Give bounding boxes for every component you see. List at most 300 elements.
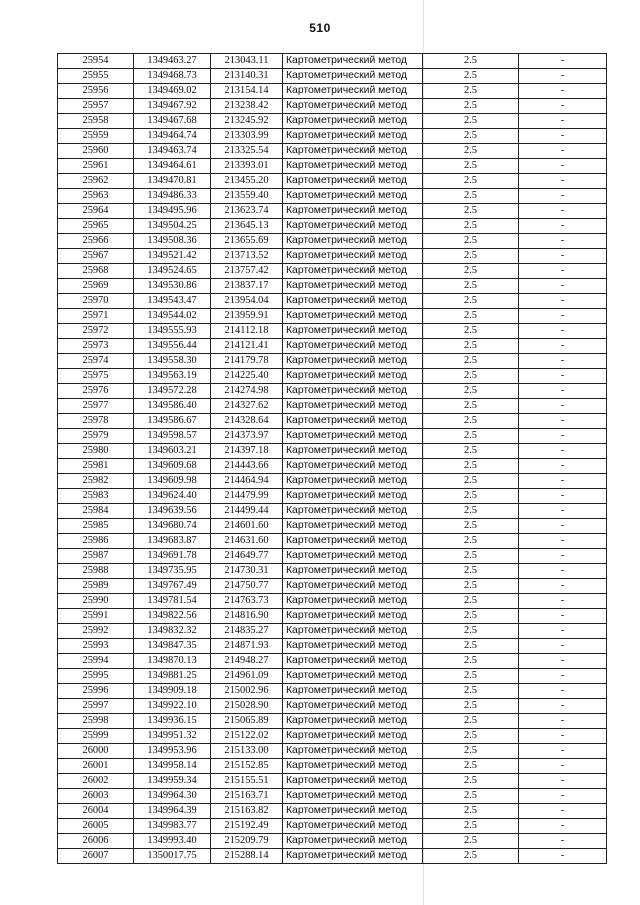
accuracy-cell: 2.5 [423,459,519,474]
method-cell: Картометрический метод [283,84,423,99]
method-cell: Картометрический метод [283,684,423,699]
table-row [58,69,607,84]
accuracy-cell: 2.5 [423,669,519,684]
note-cell: - [519,84,607,99]
y-coordinate-cell: 215288.14 [211,849,283,864]
method-cell: Картометрический метод [283,834,423,849]
method-cell: Картометрический метод [283,639,423,654]
accuracy-cell: 2.5 [423,294,519,309]
note-cell: - [519,819,607,834]
accuracy-cell: 2.5 [423,609,519,624]
x-coordinate-cell: 1349586.67 [134,414,211,429]
accuracy-cell: 2.5 [423,534,519,549]
y-coordinate-cell: 214112.18 [211,324,283,339]
x-coordinate-cell: 1349609.68 [134,459,211,474]
note-cell: - [519,594,607,609]
point-number-cell: 25991 [58,609,134,624]
y-coordinate-cell: 213393.01 [211,159,283,174]
accuracy-cell: 2.5 [423,234,519,249]
point-number-cell: 25967 [58,249,134,264]
note-cell: - [519,129,607,144]
point-number-cell: 25977 [58,399,134,414]
point-number-cell: 25955 [58,69,134,84]
method-cell: Картометрический метод [283,504,423,519]
x-coordinate-cell: 1349468.73 [134,69,211,84]
x-coordinate-cell: 1349881.25 [134,669,211,684]
x-coordinate-cell: 1349603.21 [134,444,211,459]
point-number-cell: 25972 [58,324,134,339]
page-number: 510 [309,21,331,35]
method-cell: Картометрический метод [283,474,423,489]
y-coordinate-cell: 214763.73 [211,594,283,609]
y-coordinate-cell: 214601.60 [211,519,283,534]
method-cell: Картометрический метод [283,159,423,174]
point-number-cell: 25982 [58,474,134,489]
method-cell: Картометрический метод [283,669,423,684]
table-row [58,654,607,669]
point-number-cell: 25971 [58,309,134,324]
x-coordinate-cell: 1349464.74 [134,129,211,144]
table-row [58,669,607,684]
method-cell: Картометрический метод [283,234,423,249]
method-cell: Картометрический метод [283,549,423,564]
y-coordinate-cell: 213959.91 [211,309,283,324]
note-cell: - [519,219,607,234]
method-cell: Картометрический метод [283,624,423,639]
note-cell: - [519,609,607,624]
y-coordinate-cell: 215163.82 [211,804,283,819]
note-cell: - [519,789,607,804]
note-cell: - [519,489,607,504]
x-coordinate-cell: 1349464.61 [134,159,211,174]
accuracy-cell: 2.5 [423,519,519,534]
x-coordinate-cell: 1349495.96 [134,204,211,219]
accuracy-cell: 2.5 [423,444,519,459]
table-row [58,549,607,564]
method-cell: Картометрический метод [283,729,423,744]
table-row [58,219,607,234]
method-cell: Картометрический метод [283,399,423,414]
method-cell: Картометрический метод [283,369,423,384]
table-row [58,234,607,249]
accuracy-cell: 2.5 [423,354,519,369]
table-row [58,744,607,759]
y-coordinate-cell: 214121.41 [211,339,283,354]
table-row [58,54,607,69]
method-cell: Картометрический метод [283,849,423,864]
point-number-cell: 26002 [58,774,134,789]
point-number-cell: 25966 [58,234,134,249]
y-coordinate-cell: 213154.14 [211,84,283,99]
point-number-cell: 25965 [58,219,134,234]
y-coordinate-cell: 214499.44 [211,504,283,519]
note-cell: - [519,414,607,429]
method-cell: Картометрический метод [283,294,423,309]
y-coordinate-cell: 214835.27 [211,624,283,639]
method-cell: Картометрический метод [283,819,423,834]
y-coordinate-cell: 213245.92 [211,114,283,129]
table-row [58,189,607,204]
point-number-cell: 25987 [58,549,134,564]
point-number-cell: 25997 [58,699,134,714]
accuracy-cell: 2.5 [423,324,519,339]
accuracy-cell: 2.5 [423,804,519,819]
note-cell: - [519,849,607,864]
accuracy-cell: 2.5 [423,654,519,669]
note-cell: - [519,444,607,459]
note-cell: - [519,579,607,594]
table-row [58,129,607,144]
accuracy-cell: 2.5 [423,729,519,744]
method-cell: Картометрический метод [283,564,423,579]
y-coordinate-cell: 214464.94 [211,474,283,489]
table-row [58,714,607,729]
table-row [58,264,607,279]
method-cell: Картометрический метод [283,219,423,234]
x-coordinate-cell: 1349544.02 [134,309,211,324]
y-coordinate-cell: 215163.71 [211,789,283,804]
table-row [58,309,607,324]
table-row [58,354,607,369]
accuracy-cell: 2.5 [423,69,519,84]
accuracy-cell: 2.5 [423,279,519,294]
method-cell: Картометрический метод [283,519,423,534]
x-coordinate-cell: 1349983.77 [134,819,211,834]
x-coordinate-cell: 1349555.93 [134,324,211,339]
point-number-cell: 25959 [58,129,134,144]
accuracy-cell: 2.5 [423,639,519,654]
method-cell: Картометрический метод [283,459,423,474]
y-coordinate-cell: 213303.99 [211,129,283,144]
x-coordinate-cell: 1349572.28 [134,384,211,399]
table-row [58,834,607,849]
method-cell: Картометрический метод [283,144,423,159]
note-cell: - [519,639,607,654]
y-coordinate-cell: 214274.98 [211,384,283,399]
y-coordinate-cell: 215002.96 [211,684,283,699]
note-cell: - [519,744,607,759]
y-coordinate-cell: 214397.18 [211,444,283,459]
note-cell: - [519,249,607,264]
note-cell: - [519,834,607,849]
table-row [58,249,607,264]
point-number-cell: 25999 [58,729,134,744]
point-number-cell: 26005 [58,819,134,834]
x-coordinate-cell: 1349586.40 [134,399,211,414]
point-number-cell: 25974 [58,354,134,369]
table-row [58,504,607,519]
accuracy-cell: 2.5 [423,219,519,234]
point-number-cell: 26003 [58,789,134,804]
accuracy-cell: 2.5 [423,759,519,774]
note-cell: - [519,459,607,474]
point-number-cell: 25964 [58,204,134,219]
y-coordinate-cell: 214328.64 [211,414,283,429]
x-coordinate-cell: 1350017.75 [134,849,211,864]
method-cell: Картометрический метод [283,714,423,729]
note-cell: - [519,699,607,714]
point-number-cell: 25960 [58,144,134,159]
method-cell: Картометрический метод [283,609,423,624]
point-number-cell: 25988 [58,564,134,579]
note-cell: - [519,534,607,549]
y-coordinate-cell: 215028.90 [211,699,283,714]
y-coordinate-cell: 214750.77 [211,579,283,594]
method-cell: Картометрический метод [283,534,423,549]
point-number-cell: 25958 [58,114,134,129]
y-coordinate-cell: 214730.31 [211,564,283,579]
accuracy-cell: 2.5 [423,174,519,189]
table-row [58,684,607,699]
note-cell: - [519,804,607,819]
note-cell: - [519,759,607,774]
x-coordinate-cell: 1349609.98 [134,474,211,489]
accuracy-cell: 2.5 [423,384,519,399]
method-cell: Картометрический метод [283,414,423,429]
accuracy-cell: 2.5 [423,819,519,834]
x-coordinate-cell: 1349993.40 [134,834,211,849]
x-coordinate-cell: 1349958.14 [134,759,211,774]
accuracy-cell: 2.5 [423,249,519,264]
point-number-cell: 25969 [58,279,134,294]
accuracy-cell: 2.5 [423,714,519,729]
accuracy-cell: 2.5 [423,129,519,144]
method-cell: Картометрический метод [283,189,423,204]
accuracy-cell: 2.5 [423,414,519,429]
accuracy-cell: 2.5 [423,594,519,609]
point-number-cell: 26001 [58,759,134,774]
note-cell: - [519,624,607,639]
table-row [58,534,607,549]
note-cell: - [519,309,607,324]
method-cell: Картометрический метод [283,384,423,399]
note-cell: - [519,114,607,129]
table-row [58,564,607,579]
method-cell: Картометрический метод [283,804,423,819]
accuracy-cell: 2.5 [423,564,519,579]
x-coordinate-cell: 1349504.25 [134,219,211,234]
table-row [58,759,607,774]
x-coordinate-cell: 1349959.34 [134,774,211,789]
note-cell: - [519,774,607,789]
x-coordinate-cell: 1349543.47 [134,294,211,309]
method-cell: Картометрический метод [283,309,423,324]
coordinates-table [57,53,607,864]
note-cell: - [519,714,607,729]
point-number-cell: 25956 [58,84,134,99]
y-coordinate-cell: 215192.49 [211,819,283,834]
table-body [58,54,607,864]
note-cell: - [519,159,607,174]
x-coordinate-cell: 1349832.32 [134,624,211,639]
accuracy-cell: 2.5 [423,159,519,174]
point-number-cell: 25983 [58,489,134,504]
x-coordinate-cell: 1349781.54 [134,594,211,609]
y-coordinate-cell: 214816.90 [211,609,283,624]
point-number-cell: 25985 [58,519,134,534]
y-coordinate-cell: 213623.74 [211,204,283,219]
table-row [58,699,607,714]
y-coordinate-cell: 214443.66 [211,459,283,474]
point-number-cell: 25968 [58,264,134,279]
accuracy-cell: 2.5 [423,474,519,489]
table-row [58,429,607,444]
y-coordinate-cell: 214373.97 [211,429,283,444]
accuracy-cell: 2.5 [423,624,519,639]
x-coordinate-cell: 1349463.74 [134,144,211,159]
x-coordinate-cell: 1349964.39 [134,804,211,819]
accuracy-cell: 2.5 [423,339,519,354]
accuracy-cell: 2.5 [423,489,519,504]
accuracy-cell: 2.5 [423,114,519,129]
y-coordinate-cell: 213954.04 [211,294,283,309]
y-coordinate-cell: 214948.27 [211,654,283,669]
point-number-cell: 25978 [58,414,134,429]
note-cell: - [519,564,607,579]
table-row [58,84,607,99]
note-cell: - [519,279,607,294]
point-number-cell: 26004 [58,804,134,819]
y-coordinate-cell: 213455.20 [211,174,283,189]
point-number-cell: 25981 [58,459,134,474]
x-coordinate-cell: 1349691.78 [134,549,211,564]
y-coordinate-cell: 213140.31 [211,69,283,84]
table-row [58,609,607,624]
table-row [58,369,607,384]
y-coordinate-cell: 214649.77 [211,549,283,564]
y-coordinate-cell: 213655.69 [211,234,283,249]
accuracy-cell: 2.5 [423,504,519,519]
table-row [58,474,607,489]
y-coordinate-cell: 215065.89 [211,714,283,729]
table-row [58,279,607,294]
point-number-cell: 26006 [58,834,134,849]
note-cell: - [519,384,607,399]
note-cell: - [519,399,607,414]
method-cell: Картометрический метод [283,354,423,369]
point-number-cell: 25992 [58,624,134,639]
x-coordinate-cell: 1349530.86 [134,279,211,294]
note-cell: - [519,174,607,189]
point-number-cell: 25976 [58,384,134,399]
accuracy-cell: 2.5 [423,789,519,804]
x-coordinate-cell: 1349936.15 [134,714,211,729]
note-cell: - [519,354,607,369]
accuracy-cell: 2.5 [423,699,519,714]
table-row [58,144,607,159]
table-row [58,579,607,594]
note-cell: - [519,339,607,354]
note-cell: - [519,504,607,519]
y-coordinate-cell: 215152.85 [211,759,283,774]
accuracy-cell: 2.5 [423,189,519,204]
note-cell: - [519,549,607,564]
x-coordinate-cell: 1349624.40 [134,489,211,504]
table-row [58,324,607,339]
x-coordinate-cell: 1349767.49 [134,579,211,594]
table-row [58,624,607,639]
point-number-cell: 25996 [58,684,134,699]
x-coordinate-cell: 1349556.44 [134,339,211,354]
point-number-cell: 25979 [58,429,134,444]
accuracy-cell: 2.5 [423,429,519,444]
note-cell: - [519,429,607,444]
table-row [58,819,607,834]
accuracy-cell: 2.5 [423,144,519,159]
table-row [58,414,607,429]
x-coordinate-cell: 1349467.68 [134,114,211,129]
table-row [58,174,607,189]
y-coordinate-cell: 213837.17 [211,279,283,294]
y-coordinate-cell: 215209.79 [211,834,283,849]
point-number-cell: 25970 [58,294,134,309]
accuracy-cell: 2.5 [423,579,519,594]
point-number-cell: 26000 [58,744,134,759]
method-cell: Картометрический метод [283,174,423,189]
x-coordinate-cell: 1349951.32 [134,729,211,744]
method-cell: Картометрический метод [283,579,423,594]
method-cell: Картометрический метод [283,789,423,804]
y-coordinate-cell: 213713.52 [211,249,283,264]
x-coordinate-cell: 1349683.87 [134,534,211,549]
y-coordinate-cell: 214871.93 [211,639,283,654]
x-coordinate-cell: 1349598.57 [134,429,211,444]
accuracy-cell: 2.5 [423,834,519,849]
point-number-cell: 25989 [58,579,134,594]
point-number-cell: 25954 [58,54,134,69]
x-coordinate-cell: 1349964.30 [134,789,211,804]
table-row [58,399,607,414]
table-row [58,489,607,504]
x-coordinate-cell: 1349680.74 [134,519,211,534]
table-row [58,159,607,174]
note-cell: - [519,234,607,249]
note-cell: - [519,654,607,669]
note-cell: - [519,69,607,84]
table-row [58,204,607,219]
note-cell: - [519,474,607,489]
table-row [58,444,607,459]
x-coordinate-cell: 1349735.95 [134,564,211,579]
table-row [58,789,607,804]
accuracy-cell: 2.5 [423,399,519,414]
note-cell: - [519,519,607,534]
note-cell: - [519,729,607,744]
x-coordinate-cell: 1349469.02 [134,84,211,99]
y-coordinate-cell: 214179.78 [211,354,283,369]
note-cell: - [519,264,607,279]
y-coordinate-cell: 213043.11 [211,54,283,69]
x-coordinate-cell: 1349563.19 [134,369,211,384]
x-coordinate-cell: 1349922.10 [134,699,211,714]
point-number-cell: 25993 [58,639,134,654]
x-coordinate-cell: 1349470.81 [134,174,211,189]
accuracy-cell: 2.5 [423,744,519,759]
accuracy-cell: 2.5 [423,549,519,564]
x-coordinate-cell: 1349486.33 [134,189,211,204]
x-coordinate-cell: 1349524.65 [134,264,211,279]
method-cell: Картометрический метод [283,114,423,129]
x-coordinate-cell: 1349463.27 [134,54,211,69]
table-row [58,99,607,114]
table-row [58,339,607,354]
table-row [58,774,607,789]
note-cell: - [519,294,607,309]
note-cell: - [519,669,607,684]
point-number-cell: 25995 [58,669,134,684]
point-number-cell: 25957 [58,99,134,114]
point-number-cell: 25963 [58,189,134,204]
